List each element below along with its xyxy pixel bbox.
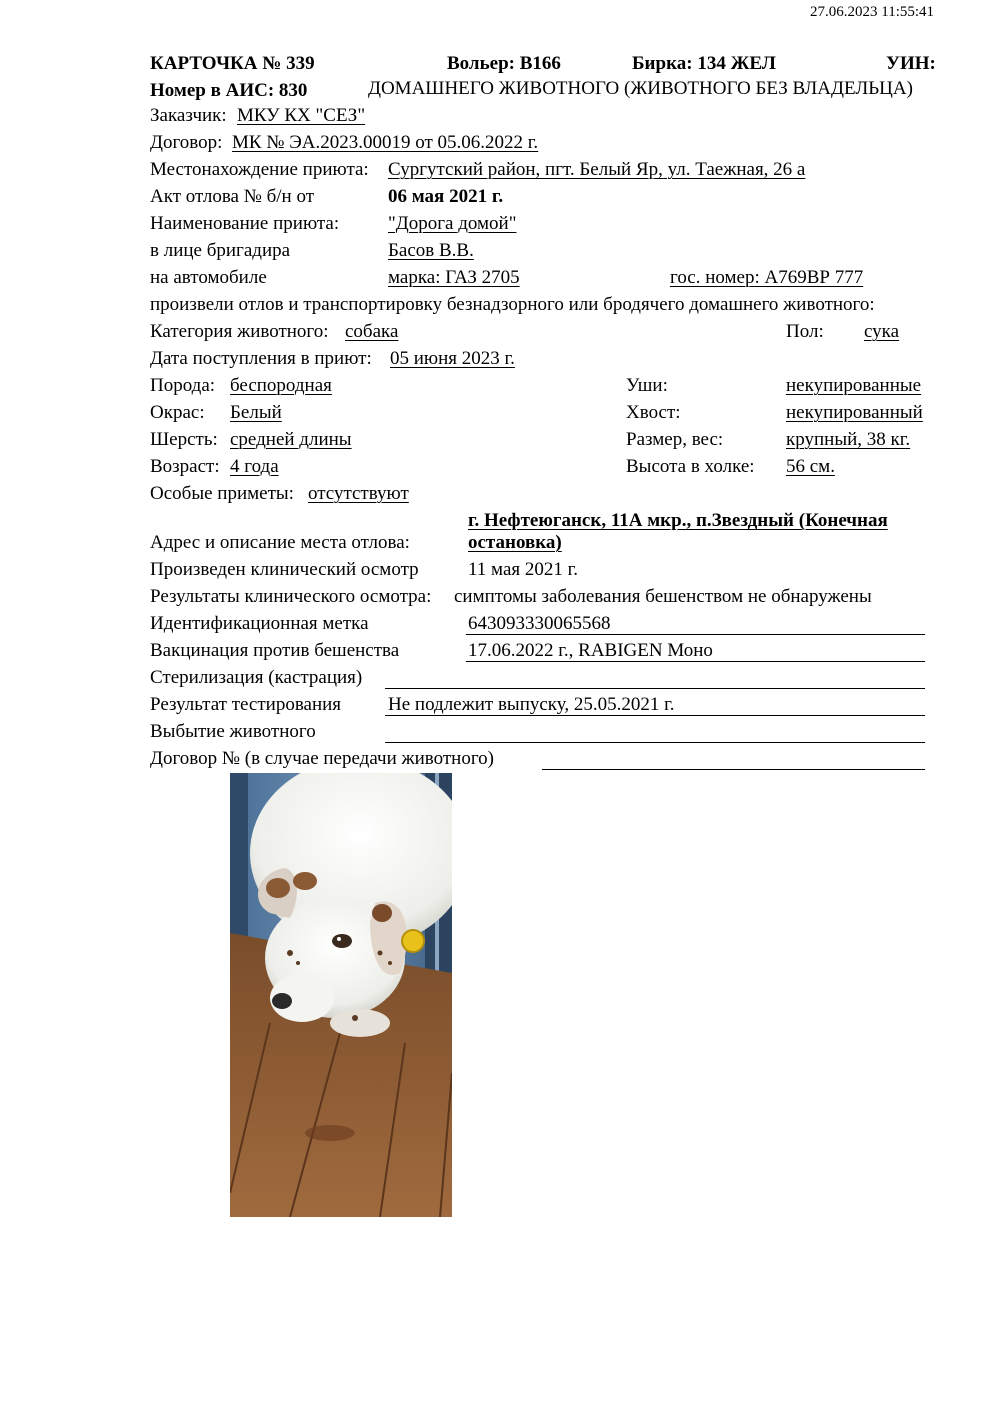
statement-text: произвели отлов и транспортировку безнадзорного или бродячего домашнего животного: [150, 294, 875, 315]
vehicle-plate: гос. номер: А769ВР 777 [670, 267, 864, 288]
animal-photo [230, 773, 452, 1217]
customer-value: МКУ КХ "СЕЗ" [237, 105, 366, 126]
category-label: Категория животного: [150, 321, 329, 342]
age-label: Возраст: [150, 456, 220, 477]
location-label: Местонахождение приюта: [150, 159, 369, 180]
foreman-label: в лице бригадира [150, 240, 291, 261]
exam-result-value: симптомы заболевания бешенством не обнаружены [454, 586, 872, 607]
contract-label: Договор: [150, 132, 223, 153]
customer-label: Заказчик: [150, 105, 227, 126]
tail-value: некупированный [786, 402, 923, 423]
id-value: 643093330065568 [468, 613, 611, 634]
capture-address-line1: г. Нефтеюганск, 11А мкр., п.Звездный (Конечная [468, 510, 888, 531]
vehicle-brand: марка: ГАЗ 2705 [388, 267, 520, 288]
location-value: Сургутский район, пгт. Белый Яр, ул. Таежная, 26 а [388, 159, 806, 180]
size-value: крупный, 38 кг. [786, 429, 911, 450]
testing-line [385, 715, 925, 716]
transfer-label: Договор № (в случае передачи животного) [150, 748, 494, 769]
transfer-line [542, 769, 925, 770]
height-value: 56 см. [786, 456, 835, 477]
color-label: Окрас: [150, 402, 205, 423]
arrival-value: 05 июня 2023 г. [390, 348, 515, 369]
capture-address-line2: остановка) [468, 532, 562, 553]
coat-label: Шерсть: [150, 429, 218, 450]
id-label: Идентификационная метка [150, 613, 369, 634]
category-value: собака [345, 321, 399, 342]
card-subtitle: ДОМАШНЕГО ЖИВОТНОГО (ЖИВОТНОГО БЕЗ ВЛАДЕЛЬЦА) [368, 78, 913, 99]
ais-number: Номер в АИС: 830 [150, 80, 308, 101]
enclosure-number: Вольер: В166 [447, 53, 561, 74]
breed-value: беспородная [230, 375, 332, 396]
tail-label: Хвост: [626, 402, 681, 423]
arrival-label: Дата поступления в приют: [150, 348, 372, 369]
card-number: КАРТОЧКА № 339 [150, 53, 315, 74]
height-label: Высота в холке: [626, 456, 755, 477]
exam-result-label: Результаты клинического осмотра: [150, 586, 432, 607]
act-label: Акт отлова № б/н от [150, 186, 315, 207]
size-label: Размер, вес: [626, 429, 724, 450]
vaccination-label: Вакцинация против бешенства [150, 640, 400, 661]
coat-value: средней длины [230, 429, 352, 450]
exam-value: 11 мая 2021 г. [468, 559, 579, 580]
color-value: Белый [230, 402, 282, 423]
sterilization-line [385, 688, 925, 689]
shelter-label: Наименование приюта: [150, 213, 340, 234]
id-line [466, 634, 925, 635]
marks-label: Особые приметы: [150, 483, 294, 504]
sex-label: Пол: [786, 321, 824, 342]
vaccination-line [466, 661, 925, 662]
ears-value: некупированные [786, 375, 922, 396]
contract-value: МК № ЭА.2023.00019 от 05.06.2022 г. [232, 132, 539, 153]
vehicle-label: на автомобиле [150, 267, 267, 288]
testing-value: Не подлежит выпуску, 25.05.2021 г. [388, 694, 675, 715]
print-timestamp: 27.06.2023 11:55:41 [810, 4, 935, 20]
sterilization-label: Стерилизация (кастрация) [150, 667, 363, 688]
marks-value: отсутствуют [308, 483, 409, 504]
ears-label: Уши: [626, 375, 668, 396]
age-value: 4 года [230, 456, 279, 477]
foreman-value: Басов В.В. [388, 240, 474, 261]
exam-label: Произведен клинический осмотр [150, 559, 419, 580]
capture-address-label: Адрес и описание места отлова: [150, 532, 410, 553]
vaccination-value: 17.06.2022 г., RABIGEN Моно [468, 640, 713, 661]
sex-value: сука [864, 321, 900, 342]
testing-label: Результат тестирования [150, 694, 342, 715]
departure-line [385, 742, 925, 743]
uin-label: УИН: [886, 53, 936, 74]
tag-number: Бирка: 134 ЖЕЛ [632, 53, 776, 74]
departure-label: Выбытие животного [150, 721, 316, 742]
act-date: 06 мая 2021 г. [388, 186, 504, 207]
shelter-value: "Дорога домой" [388, 213, 517, 234]
breed-label: Порода: [150, 375, 216, 396]
